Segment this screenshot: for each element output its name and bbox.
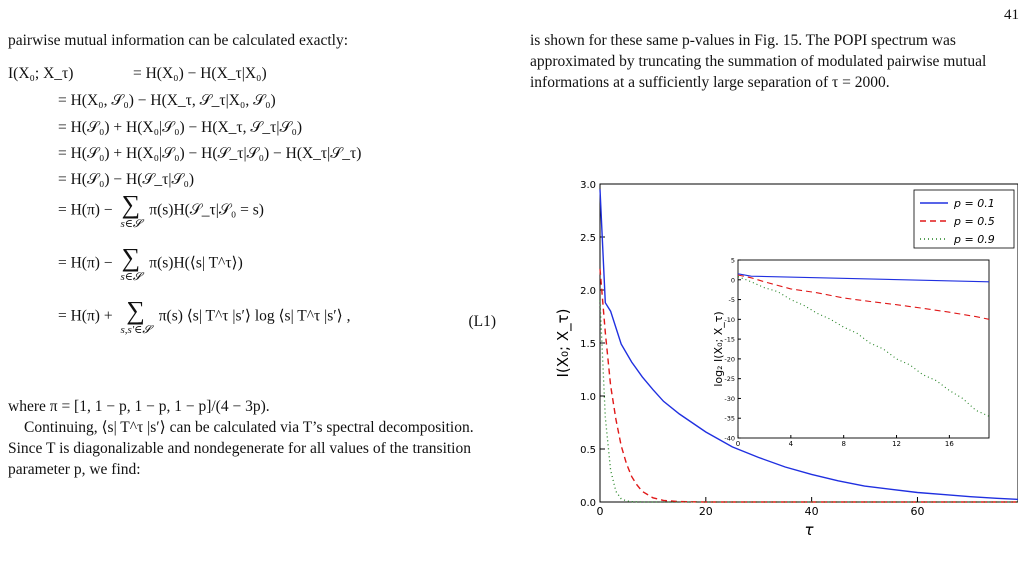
eq-line-5: = H(𝒮₀) − H(𝒮_τ|𝒮₀): [58, 171, 195, 188]
y-tick-label: 2.5: [580, 233, 596, 244]
inset-x-tick-label: 12: [892, 440, 901, 448]
inset-y-tick-label: 0: [730, 276, 735, 285]
inset-x-tick-label: 0: [735, 440, 741, 448]
eq-sum3-pre: = H(π) +: [58, 307, 113, 325]
inset-y-tick-label: -35: [724, 414, 735, 423]
y-tick-label: 1.0: [580, 392, 596, 403]
eq-lhs: I(X₀; X_τ): [8, 65, 74, 82]
inset-y-tick-label: -20: [724, 355, 735, 364]
y-tick-label: 2.0: [580, 286, 596, 297]
sigma-glyph: ∑: [121, 243, 141, 272]
sum-subscript: s∈𝓢: [120, 271, 142, 283]
y-tick-label: 0.0: [580, 498, 596, 509]
x-tick-label: 20: [698, 505, 713, 518]
y-tick-label: 3.0: [580, 180, 596, 191]
chart-svg: [548, 172, 1018, 562]
eq-line-4: = H(𝒮₀) + H(X₀|𝒮₀) − H(𝒮_τ|𝒮₀) − H(X_τ|𝒮_τ): [58, 145, 362, 162]
sigma-glyph: ∑: [126, 296, 145, 325]
page-number: 41: [1004, 7, 1019, 23]
inset-x-tick-label: 8: [841, 440, 846, 448]
sigma-glyph: ∑: [121, 190, 141, 219]
equation-block: [8, 61, 496, 396]
inset-x-tick-label: 4: [788, 440, 794, 448]
figure-mutual-information: [548, 172, 1018, 562]
y-axis-label: I(X₀; X_τ): [554, 308, 572, 378]
eq-sum-line-2: [58, 245, 243, 283]
legend-label: p = 0.1: [954, 197, 995, 210]
eq-sum3-post: π(s) ⟨s| T^τ |s′⟩ log ⟨s| T^τ |s′⟩ ,: [158, 307, 351, 325]
where-text: where π = [1, 1 − p, 1 − p, 1 − p]/(4 − 3p).: [8, 398, 270, 415]
sum-subscript: s∈𝓢: [120, 218, 142, 230]
eq-sum2-post: π(s)H(⟨s| T^τ⟩): [149, 254, 243, 272]
left-column: [8, 30, 496, 480]
inset-y-tick-label: 5: [730, 256, 735, 265]
y-tick-label: 1.5: [580, 339, 596, 350]
inset-axes-frame: [738, 260, 989, 438]
right-paragraph: is shown for these same p-values in Fig. 15. The POPI spectrum was approximated by truncating the summation of modulated pairwise mutual informations at a sufficiently large separation of τ = 2000.: [530, 32, 987, 91]
inset-y-axis-label: log₂ I(X₀; X_τ): [712, 311, 725, 387]
y-tick-label: 0.5: [580, 445, 596, 456]
intro-text: pairwise mutual information can be calculated exactly:: [8, 32, 349, 49]
eq-line-3: = H(𝒮₀) + H(X₀|𝒮₀) − H(X_τ, 𝒮_τ|𝒮₀): [58, 119, 303, 136]
sum-symbol: [120, 245, 141, 283]
equation-number: (L1): [468, 313, 496, 330]
sum-symbol: [120, 298, 150, 336]
eq-sum1-pre: = H(π) −: [58, 201, 113, 219]
inset-y-tick-label: -5: [728, 296, 735, 305]
inset-x-tick-label: 16: [944, 440, 954, 448]
right-column: [530, 30, 1021, 93]
x-tick-label: 60: [910, 505, 925, 518]
legend-label: p = 0.9: [954, 233, 995, 246]
x-tick-label: 40: [804, 505, 819, 518]
eq-sum1-post: π(s)H(𝒮_τ|𝒮₀ = s): [149, 201, 264, 219]
eq-line-2: = H(X₀, 𝒮₀) − H(X_τ, 𝒮_τ|X₀, 𝒮₀): [58, 92, 276, 109]
x-axis-label: τ: [804, 521, 814, 539]
eq-line-1: = H(X₀) − H(X_τ|X₀): [133, 65, 267, 82]
inset-y-tick-label: -30: [724, 394, 735, 403]
inset-y-tick-label: -10: [724, 315, 735, 324]
eq-sum-line-1: [58, 192, 264, 230]
inset-y-tick-label: -40: [724, 434, 735, 443]
sum-subscript: s,s′∈𝓢: [120, 324, 151, 336]
legend-label: p = 0.5: [954, 215, 995, 228]
eq-sum-line-3: [58, 298, 496, 336]
eq-sum2-pre: = H(π) −: [58, 254, 113, 272]
sum-symbol: [120, 192, 141, 230]
continuing-text: Continuing, ⟨s| T^τ |s′⟩ can be calculated via T’s spectral decomposition. Since T is diagonalizable and nondegenerate for all values of the transition parameter p, we find:: [8, 419, 474, 478]
x-tick-label: 0: [596, 505, 604, 518]
inset-y-tick-label: -15: [724, 335, 735, 344]
inset-y-tick-label: -25: [724, 375, 735, 384]
